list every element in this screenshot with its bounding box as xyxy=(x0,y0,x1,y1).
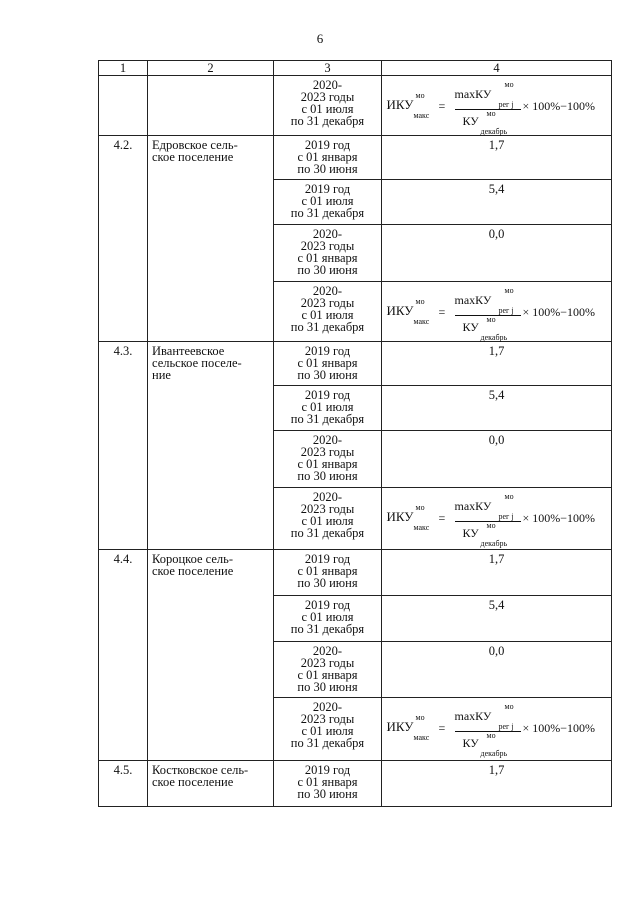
value-cell: 1,7 xyxy=(382,550,612,596)
settlement-name-line: Костковское сель- xyxy=(152,763,249,777)
formula-den-sub: декабрь xyxy=(480,539,508,548)
formula-lhs-sup: мо xyxy=(415,297,425,306)
formula-num-sub: рег j xyxy=(498,306,514,315)
period-line: с 01 января xyxy=(297,668,358,682)
row-name xyxy=(148,136,274,342)
period-line: 2023 годы xyxy=(300,296,355,310)
period-line: по 31 декабря xyxy=(290,320,365,334)
period-line: 2020- xyxy=(312,78,343,92)
formula-tail: × 100%−100% xyxy=(522,99,596,113)
settlement-name-line: Едровское сель- xyxy=(152,138,238,152)
period-line: с 01 июля xyxy=(301,102,354,116)
period-cell xyxy=(274,642,382,698)
period-line: по 30 июня xyxy=(297,680,358,694)
formula-den-sup: мо xyxy=(486,315,496,324)
period-line: 2019 год xyxy=(304,344,351,358)
period-line: 2023 годы xyxy=(300,445,355,459)
period-cell xyxy=(274,136,382,180)
settlement-name-line: ние xyxy=(152,368,171,382)
formula-equals: = xyxy=(438,305,446,319)
formula-lhs-sup: мо xyxy=(415,713,425,722)
period-line: 2020- xyxy=(312,490,343,504)
period-line: по 31 декабря xyxy=(290,114,365,128)
formula-lhs-sub: макс xyxy=(413,733,430,742)
formula-num-sup: мо xyxy=(504,702,514,711)
formula-numerator: maxКУ xyxy=(454,709,492,723)
formula-equals: = xyxy=(438,721,446,735)
settlement-name-line: сельское поселе- xyxy=(152,356,242,370)
formula-den-sub: декабрь xyxy=(480,333,508,342)
tariff-table xyxy=(98,60,612,807)
period-line: 2023 годы xyxy=(300,90,355,104)
header-col-4: 4 xyxy=(382,61,612,76)
header-row xyxy=(99,61,612,76)
period-line: по 30 июня xyxy=(297,787,358,801)
formula-den-sup: мо xyxy=(486,521,496,530)
period-line: 2019 год xyxy=(304,598,351,612)
formula-num-sup: мо xyxy=(504,492,514,501)
value-cell: 0,0 xyxy=(382,225,612,282)
period-line: с 01 июля xyxy=(301,724,354,738)
settlement-name-line: Короцкое сель- xyxy=(152,552,234,566)
value-cell: 5,4 xyxy=(382,386,612,431)
period-line: 2023 годы xyxy=(300,502,355,516)
value-cell: 1,7 xyxy=(382,136,612,180)
formula-lhs: ИКУ xyxy=(386,509,414,524)
table-row xyxy=(99,136,612,180)
formula-cell xyxy=(382,76,612,136)
period-line: 2019 год xyxy=(304,763,351,777)
formula-num-sub: рег j xyxy=(498,512,514,521)
row-name xyxy=(148,76,274,136)
formula-numerator: maxКУ xyxy=(454,87,492,101)
period-line: по 31 декабря xyxy=(290,526,365,540)
formula-lhs: ИКУ xyxy=(386,97,414,112)
period-line: 2019 год xyxy=(304,388,351,402)
page-number: 6 xyxy=(316,31,324,46)
period-cell xyxy=(274,488,382,550)
period-line: по 30 июня xyxy=(297,263,358,277)
settlement-name-line: ское поселение xyxy=(152,150,234,164)
formula-cell xyxy=(382,282,612,342)
period-line: 2020- xyxy=(312,644,343,658)
period-cell xyxy=(274,180,382,225)
settlement-name-line: ское поселение xyxy=(152,564,234,578)
formula-lhs-sub: макс xyxy=(413,317,430,326)
formula xyxy=(383,79,611,135)
period-cell xyxy=(274,698,382,761)
period-line: по 31 декабря xyxy=(290,206,365,220)
period-line: 2019 год xyxy=(304,138,351,152)
formula-lhs-sub: макс xyxy=(413,111,430,120)
period-line: по 31 декабря xyxy=(290,622,365,636)
value-cell: 5,4 xyxy=(382,180,612,225)
period-line: 2023 годы xyxy=(300,712,355,726)
period-line: 2019 год xyxy=(304,552,351,566)
formula xyxy=(383,491,611,547)
formula-lhs-sub: макс xyxy=(413,523,430,532)
header-col-2: 2 xyxy=(148,61,274,76)
period-line: 2020- xyxy=(312,700,343,714)
formula-tail: × 100%−100% xyxy=(522,511,596,525)
formula-lhs: ИКУ xyxy=(386,303,414,318)
row-number: 4.5. xyxy=(99,761,148,807)
formula-den-sub: декабрь xyxy=(480,749,508,758)
period-line: с 01 января xyxy=(297,457,358,471)
formula xyxy=(383,701,611,757)
value-cell: 1,7 xyxy=(382,342,612,386)
header-col-1: 1 xyxy=(99,61,148,76)
period-line: 2023 годы xyxy=(300,239,355,253)
formula xyxy=(383,285,611,341)
period-line: по 31 декабря xyxy=(290,412,365,426)
row-name xyxy=(148,342,274,550)
formula-cell xyxy=(382,488,612,550)
formula-tail: × 100%−100% xyxy=(522,721,596,735)
formula-denominator: КУ xyxy=(462,320,479,334)
formula-denominator: КУ xyxy=(462,114,479,128)
period-line: 2020- xyxy=(312,284,343,298)
value-cell: 5,4 xyxy=(382,596,612,642)
formula-num-sub: рег j xyxy=(498,722,514,731)
period-line: по 31 декабря xyxy=(290,736,365,750)
period-line: 2020- xyxy=(312,227,343,241)
period-line: 2019 год xyxy=(304,182,351,196)
table-row xyxy=(99,76,612,136)
period-cell xyxy=(274,386,382,431)
period-line: с 01 января xyxy=(297,775,358,789)
period-cell xyxy=(274,282,382,342)
period-cell xyxy=(274,76,382,136)
formula-equals: = xyxy=(438,511,446,525)
formula-num-sub: рег j xyxy=(498,100,514,109)
row-number: 4.3. xyxy=(99,342,148,550)
period-line: 2020- xyxy=(312,433,343,447)
period-line: по 30 июня xyxy=(297,162,358,176)
value-cell: 0,0 xyxy=(382,431,612,488)
formula-numerator: maxКУ xyxy=(454,499,492,513)
row-name xyxy=(148,550,274,761)
period-line: с 01 января xyxy=(297,564,358,578)
value-cell: 1,7 xyxy=(382,761,612,807)
period-line: с 01 января xyxy=(297,150,358,164)
settlement-name-line: ское поселение xyxy=(152,775,234,789)
row-name xyxy=(148,761,274,807)
period-line: с 01 июля xyxy=(301,514,354,528)
formula-den-sup: мо xyxy=(486,731,496,740)
formula-num-sup: мо xyxy=(504,286,514,295)
formula-denominator: КУ xyxy=(462,526,479,540)
period-line: 2023 годы xyxy=(300,656,355,670)
period-cell xyxy=(274,225,382,282)
formula-lhs-sup: мо xyxy=(415,91,425,100)
period-cell xyxy=(274,342,382,386)
period-cell xyxy=(274,596,382,642)
period-line: по 30 июня xyxy=(297,576,358,590)
formula-cell xyxy=(382,698,612,761)
table-row xyxy=(99,761,612,807)
formula-lhs-sup: мо xyxy=(415,503,425,512)
value-cell: 0,0 xyxy=(382,642,612,698)
table-row xyxy=(99,342,612,386)
formula-den-sup: мо xyxy=(486,109,496,118)
header-col-3: 3 xyxy=(274,61,382,76)
period-line: по 30 июня xyxy=(297,469,358,483)
row-number: 4.2. xyxy=(99,136,148,342)
period-line: с 01 июля xyxy=(301,610,354,624)
formula-tail: × 100%−100% xyxy=(522,305,596,319)
period-line: с 01 января xyxy=(297,251,358,265)
formula-numerator: maxКУ xyxy=(454,293,492,307)
formula-den-sub: декабрь xyxy=(480,127,508,136)
period-line: по 30 июня xyxy=(297,368,358,382)
settlement-name-line: Ивантеевское xyxy=(152,344,225,358)
period-cell xyxy=(274,431,382,488)
table-row xyxy=(99,550,612,596)
row-number: 4.4. xyxy=(99,550,148,761)
formula-lhs: ИКУ xyxy=(386,719,414,734)
row-number xyxy=(99,76,148,136)
period-line: с 01 июля xyxy=(301,400,354,414)
formula-num-sup: мо xyxy=(504,80,514,89)
period-line: с 01 июля xyxy=(301,308,354,322)
period-cell xyxy=(274,550,382,596)
period-line: с 01 января xyxy=(297,356,358,370)
period-line: с 01 июля xyxy=(301,194,354,208)
period-cell xyxy=(274,761,382,807)
formula-equals: = xyxy=(438,99,446,113)
formula-denominator: КУ xyxy=(462,736,479,750)
